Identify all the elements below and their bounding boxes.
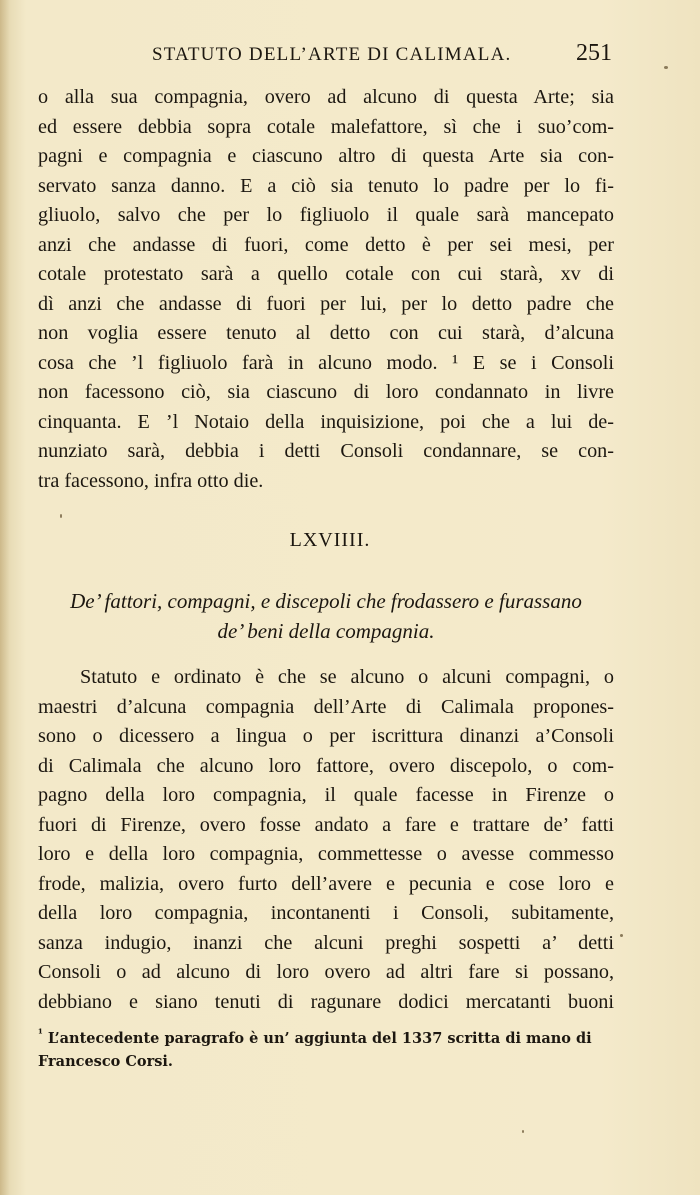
text-line: ed essere debbia sopra cotale malefattore, sì che i suo’com-	[38, 115, 614, 138]
chapter-title	[38, 586, 614, 646]
text-line: sanza indugio, inanzi che alcuni preghi sospetti a’ detti	[38, 931, 614, 954]
text-line: di Calimala che alcuno loro fattore, overo discepolo, o com-	[38, 754, 614, 777]
text-line: o alla sua compagnia, overo ad alcuno di questa Arte; sia	[38, 86, 614, 108]
paper-speck	[664, 66, 668, 69]
text-line: Consoli o ad alcuno di loro overo ad altri fare si possano,	[38, 961, 614, 983]
paper-speck	[620, 934, 623, 937]
page-number: 251	[576, 40, 612, 66]
chapter-title-line: De’ fattori, compagni, e discepoli che frodassero e furassano	[70, 589, 582, 613]
footnote-marker: ¹	[38, 1027, 43, 1041]
text-line: loro e della loro compagnia, commettesse o avesse commesso	[38, 843, 614, 865]
text-line: frode, malizia, overo furto dell’avere e pecunia e cose loro e	[38, 872, 614, 895]
paper-speck	[522, 1130, 524, 1133]
running-title: STATUTO DELL’ARTE DI CALIMALA.	[152, 44, 512, 65]
paper-speck	[60, 514, 62, 518]
text-line: Statuto e ordinato è che se alcuno o alcuni compagni, o	[80, 666, 614, 688]
footnote-text: L’antecedente paragrafo è un’ aggiunta del 1337 scritta di mano di	[47, 1030, 592, 1047]
footnote	[38, 1027, 614, 1073]
page-header	[152, 40, 612, 74]
footnote-line	[38, 1027, 614, 1050]
chapter-number: LXVIIII.	[289, 529, 371, 551]
text-line: sono o dicessero a lingua o per iscrittura dinanzi a’Consoli	[38, 725, 614, 747]
text-line: tra facessono, infra otto die.	[38, 469, 264, 492]
text-line: anzi che andasse di fuori, come detto è per sei mesi, per	[38, 233, 614, 256]
text-line: pagni e compagnia e ciascuno altro di questa Arte sia con-	[38, 145, 614, 167]
text-line: pagno della loro compagnia, il quale facesse in Firenze o	[38, 784, 614, 806]
text-line: maestri d’alcuna compagnia dell’Arte di Calimala propones-	[38, 695, 614, 718]
paragraph-1	[38, 83, 614, 496]
text-line: dì anzi che andasse di fuori per lui, per lo detto padre che	[38, 292, 614, 315]
paragraph-2	[38, 663, 614, 1017]
chapter-title-line: de’ beni della compagnia.	[217, 619, 435, 643]
text-line: gliuolo, salvo che per lo figliuolo il quale sarà mancepato	[38, 204, 614, 226]
text-line: servato sanza danno. E a ciò sia tenuto lo padre per lo fi-	[38, 174, 614, 197]
text-line: nunziato sarà, debbia i detti Consoli condannare, se con-	[38, 440, 614, 462]
text-line: della loro compagnia, incontanenti i Consoli, subitamente,	[38, 902, 614, 924]
footnote-line: Francesco Corsi.	[38, 1053, 173, 1070]
text-line: debbiano e siano tenuti di ragunare dodici mercatanti buoni	[38, 990, 614, 1013]
text-line: cotale protestato sarà a quello cotale con cui starà, xv di	[38, 263, 614, 285]
text-line: cosa che ’l figliuolo farà in alcuno modo. ¹ E se i Consoli	[38, 351, 614, 374]
text-line: cinquanta. E ’l Notaio della inquisizione, poi che a lui de-	[38, 410, 614, 433]
text-line: non voglia essere tenuto al detto con cui starà, d’alcuna	[38, 322, 614, 344]
text-line: non facessono ciò, sia ciascuno di loro condannato in livre	[38, 381, 614, 403]
text-line: fuori di Firenze, overo fosse andato a fare e trattare de’ fatti	[38, 813, 614, 836]
